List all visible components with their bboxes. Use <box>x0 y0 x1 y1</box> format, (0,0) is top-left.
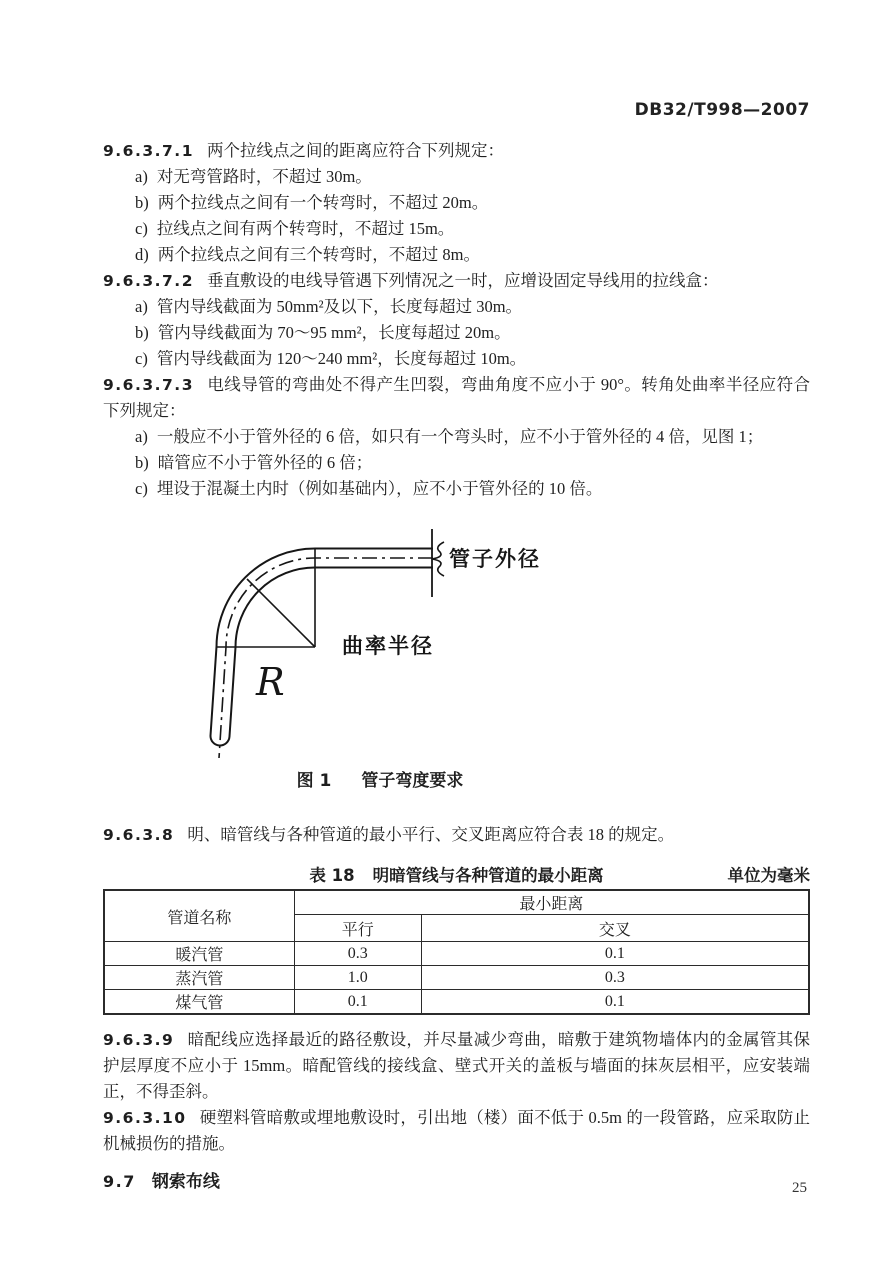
item-text: 两个拉线点之间有一个转弯时，不超过 20m。 <box>157 193 489 212</box>
item-text: 管内导线截面为 120～240 mm²，长度每超过 10m。 <box>156 349 527 368</box>
table-row <box>104 942 809 966</box>
list-item-a <box>103 294 810 320</box>
cross-value-cell: 0.3 <box>421 966 809 990</box>
clause-text: 暗配线应选择最近的路径敷设，并尽量减少弯曲，暗敷于建筑物墙体内的金属管其保护层厚度不应小于 15mm。暗配管线的接线盒、壁式开关的盖板与墙面的抹灰层相平，应安装端正，不得歪斜。 <box>103 1030 810 1101</box>
parallel-value-cell: 0.3 <box>294 942 421 966</box>
curvature-radius-label: 曲率半径 <box>342 634 434 658</box>
clause-number: 9.6.3.7.1 <box>103 142 194 160</box>
table-title: 明暗管线与各种管道的最小距离 <box>372 866 604 885</box>
item-text: 对无弯管路时，不超过 30m。 <box>156 167 372 186</box>
parallel-value-cell: 1.0 <box>294 966 421 990</box>
item-text: 拉线点之间有两个转弯时，不超过 15m。 <box>156 219 455 238</box>
item-label: d) <box>135 245 149 264</box>
clause-9-6-3-10 <box>103 1105 810 1157</box>
item-text: 管内导线截面为 70～95 mm²，长度每超过 20m。 <box>157 323 511 342</box>
document-number-header: DB32/T998—2007 <box>634 100 810 120</box>
cross-value-cell: 0.1 <box>421 942 809 966</box>
table-row <box>104 966 809 990</box>
column-header-pipe-name: 管道名称 <box>104 890 294 942</box>
table-unit-note: 单位为毫米 <box>727 866 810 885</box>
radius-diagonal-line <box>247 579 315 647</box>
column-header-cross: 交叉 <box>421 915 809 942</box>
item-text: 管内导线截面为 50mm²及以下，长度每超过 30m。 <box>156 297 523 316</box>
pipe-name-cell: 暖汽管 <box>104 942 294 966</box>
outer-diameter-label: 管子外径 <box>449 547 541 571</box>
list-item-a <box>103 424 810 450</box>
item-text: 埋设于混凝土内时（例如基础内），应不小于管外径的 10 倍。 <box>156 479 603 498</box>
clause-9-6-3-8 <box>103 822 810 848</box>
column-header-min-distance: 最小距离 <box>294 890 809 915</box>
pipe-bend-drawing <box>150 502 670 764</box>
table-18-title-row <box>103 865 810 887</box>
item-label: a) <box>135 427 148 446</box>
clause-9-6-3-7-1 <box>103 138 810 164</box>
pipe-name-cell: 煤气管 <box>104 990 294 1015</box>
list-item-a <box>103 164 810 190</box>
clause-number: 9.6.3.7.3 <box>103 376 194 394</box>
item-label: a) <box>135 297 148 316</box>
item-label: a) <box>135 167 148 186</box>
table-label: 表 18 <box>309 866 355 885</box>
table-18 <box>103 889 810 1015</box>
item-label: b) <box>135 193 149 212</box>
list-item-c <box>103 476 810 502</box>
pipe-name-cell: 蒸汽管 <box>104 966 294 990</box>
clause-text: 硬塑料管暗敷或埋地敷设时，引出地（楼）面不低于 0.5m 的一段管路，应采取防止机械损伤的措施。 <box>103 1108 810 1153</box>
clause-number: 9.6.3.7.2 <box>103 272 194 290</box>
clause-9-6-3-7-2 <box>103 268 810 294</box>
list-item-c <box>103 216 810 242</box>
clause-text: 电线导管的弯曲处不得产生凹裂，弯曲角度不应小于 90°。转角处曲率半径应符合下列规定： <box>103 375 810 420</box>
item-label: c) <box>135 479 148 498</box>
figure-caption <box>150 770 610 792</box>
section-number: 9.7 <box>103 1172 136 1191</box>
item-text: 一般应不小于管外径的 6 倍，如只有一个弯头时，应不小于管外径的 4 倍，见图 1； <box>156 427 764 446</box>
list-item-b <box>103 450 810 476</box>
page-number: 25 <box>792 1180 807 1196</box>
clause-number: 9.6.3.8 <box>103 826 175 844</box>
cross-value-cell: 0.1 <box>421 990 809 1015</box>
item-text: 暗管应不小于管外径的 6 倍； <box>157 453 373 472</box>
column-header-parallel: 平行 <box>294 915 421 942</box>
figure-caption-label: 图 1 <box>296 771 332 791</box>
item-label: c) <box>135 349 148 368</box>
list-item-d <box>103 242 810 268</box>
clause-9-6-3-7-3 <box>103 372 810 424</box>
clause-9-6-3-9 <box>103 1027 810 1105</box>
item-label: b) <box>135 453 149 472</box>
figure-caption-text: 管子弯度要求 <box>361 771 464 791</box>
figure-1-pipe-bend-diagram <box>150 502 670 792</box>
clause-number: 9.6.3.10 <box>103 1109 187 1127</box>
list-item-b <box>103 190 810 216</box>
section-title: 钢索布线 <box>151 1172 220 1192</box>
clause-text: 明、暗管线与各种管道的最小平行、交叉距离应符合表 18 的规定。 <box>187 825 675 844</box>
item-label: c) <box>135 219 148 238</box>
parallel-value-cell: 0.1 <box>294 990 421 1015</box>
list-item-c <box>103 346 810 372</box>
item-label: b) <box>135 323 149 342</box>
clause-text: 垂直敷设的电线导管遇下列情况之一时，应增设固定导线用的拉线盒： <box>206 271 719 290</box>
clause-text: 两个拉线点之间的距离应符合下列规定： <box>206 141 504 160</box>
radius-r-label: R <box>256 660 285 704</box>
section-heading-9-7 <box>103 1171 810 1193</box>
table-row <box>104 990 809 1015</box>
list-item-b <box>103 320 810 346</box>
item-text: 两个拉线点之间有三个转弯时，不超过 8m。 <box>157 245 480 264</box>
clause-number: 9.6.3.9 <box>103 1031 175 1049</box>
